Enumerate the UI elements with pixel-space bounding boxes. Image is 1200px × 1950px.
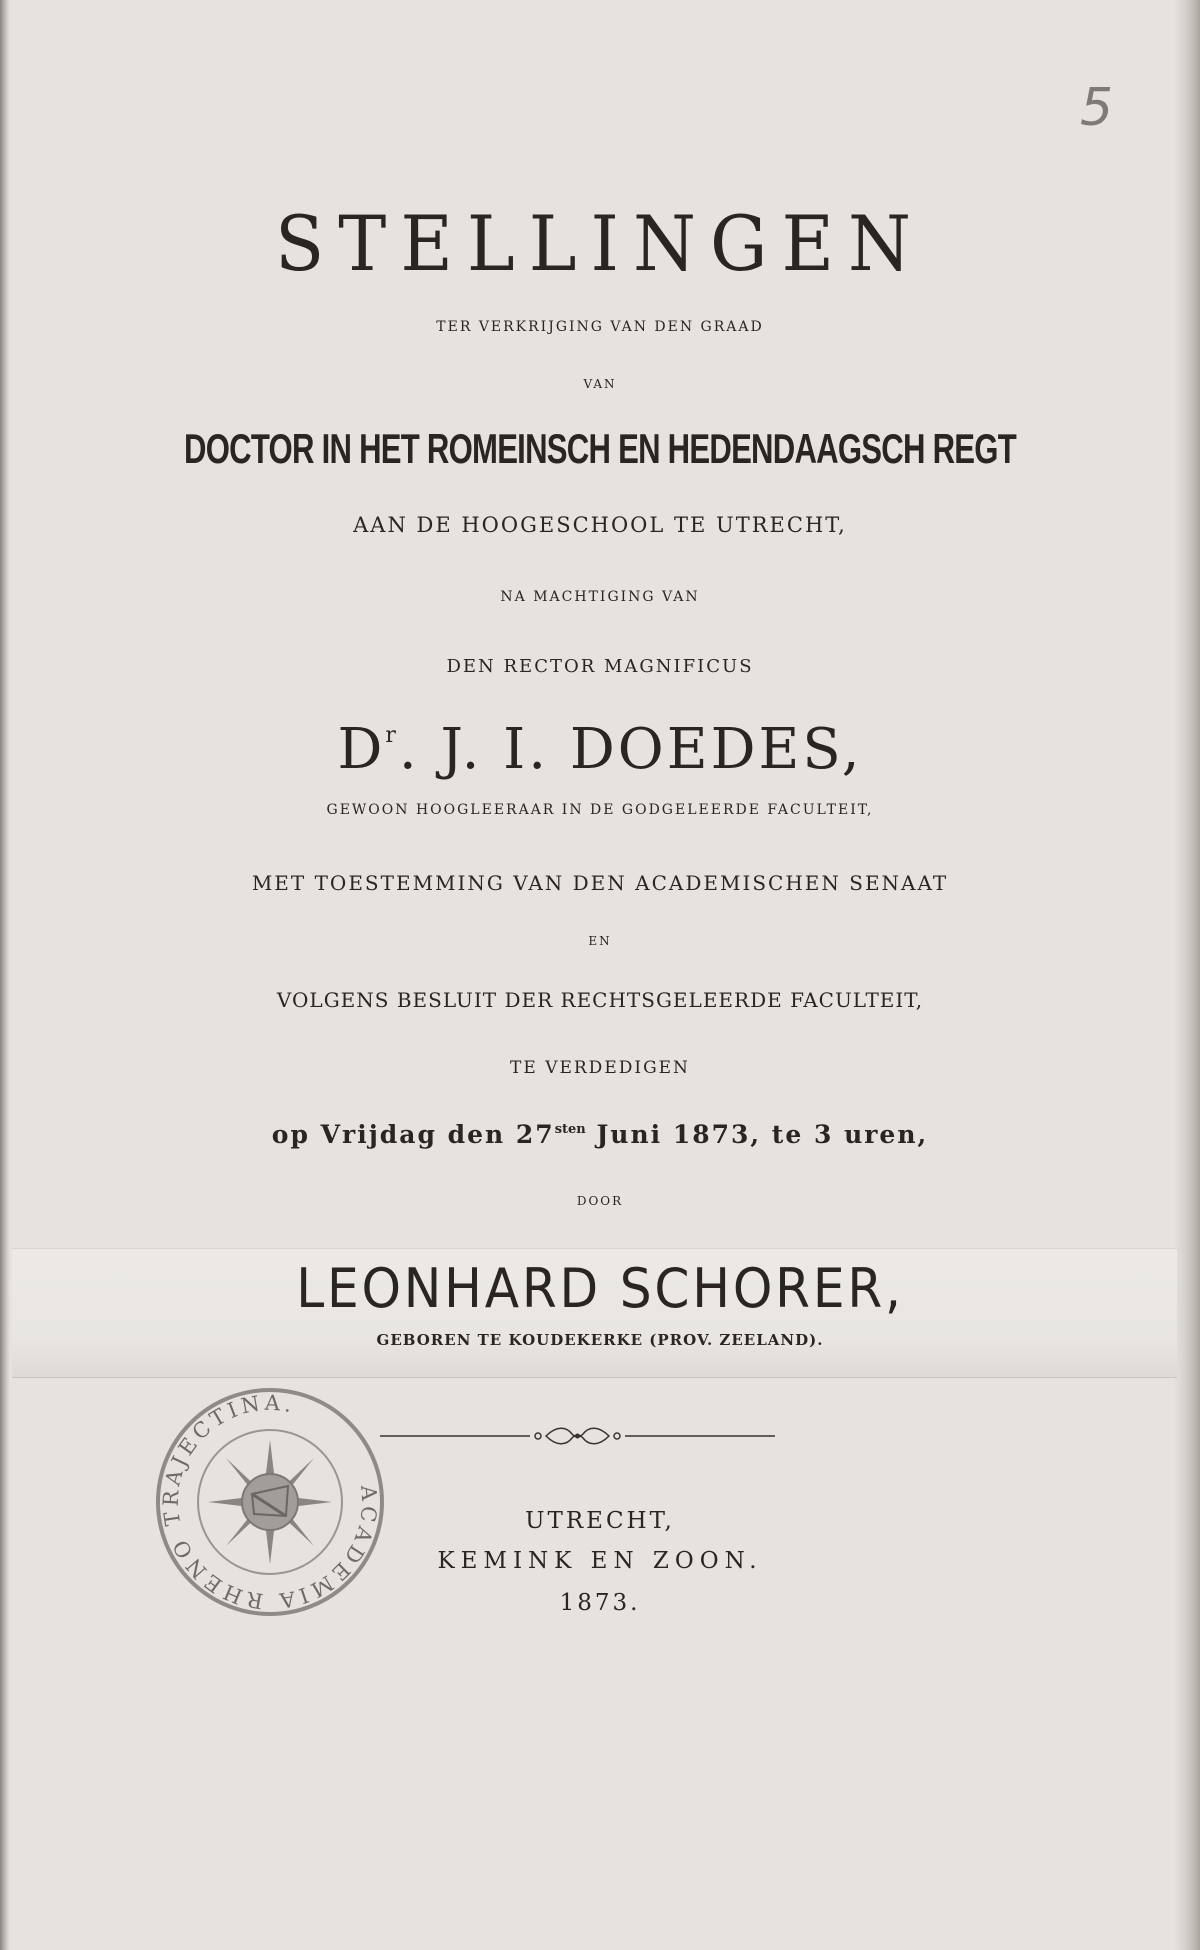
by-line: DOOR xyxy=(576,1194,624,1208)
date-after: Juni 1873, te 3 uren, xyxy=(585,1120,929,1149)
university-stamp-icon xyxy=(150,1382,390,1622)
rector-position: GEWOON HOOGLEERAAR IN DE GODGELEERDE FACULTEIT, xyxy=(326,802,874,818)
page-binding-edge xyxy=(0,0,10,1950)
decision-line: VOLGENS BESLUIT DER RECHTSGELEERDE FACULTEIT, xyxy=(276,988,924,1012)
rector-prefix: D xyxy=(337,717,386,782)
page-fore-edge xyxy=(1174,0,1200,1950)
rector-name-text: . J. I. DOEDES, xyxy=(398,717,863,782)
main-title: STELLINGEN xyxy=(274,199,926,289)
pencil-page-number: 5 xyxy=(1080,78,1114,138)
svg-text:ACADEMIA RHENO TRAJECTINA.: ACADEMIA RHENO TRAJECTINA. xyxy=(158,1390,382,1614)
date-sup: sten xyxy=(554,1122,586,1137)
degree-title: DOCTOR IN HET ROMEINSCH EN HEDENDAAGSCH REGT xyxy=(184,425,1016,472)
author-name: LEONHARD SCHORER, xyxy=(296,1257,904,1320)
author-birthplace: GEBOREN TE KOUDEKERKE (PROV. ZEELAND). xyxy=(376,1331,824,1349)
rector-title: DEN RECTOR MAGNIFICUS xyxy=(446,656,754,677)
publisher-name: KEMINK EN ZOON. xyxy=(437,1548,763,1574)
defend-line: TE VERDEDIGEN xyxy=(510,1058,690,1078)
rector-prefix-sup: r xyxy=(385,723,399,748)
institution-line: AAN DE HOOGESCHOOL TE UTRECHT, xyxy=(353,513,847,537)
date-before: op Vrijdag den 27 xyxy=(271,1120,555,1149)
consent-line: MET TOESTEMMING VAN DEN ACADEMISCHEN SENAAT xyxy=(251,871,949,895)
publication-year: 1873. xyxy=(559,1590,641,1616)
subtitle-line-2: VAN xyxy=(583,377,617,391)
decorative-rule-icon xyxy=(380,1424,775,1448)
subtitle-line-1: TER VERKRIJGING VAN DEN GRAAD xyxy=(436,319,764,335)
conjunction-line: EN xyxy=(588,934,612,948)
defense-date xyxy=(0,1122,1200,1147)
publisher-city: UTRECHT, xyxy=(525,1508,675,1534)
authorization-line: NA MACHTIGING VAN xyxy=(500,589,700,605)
rector-name xyxy=(0,717,1200,782)
